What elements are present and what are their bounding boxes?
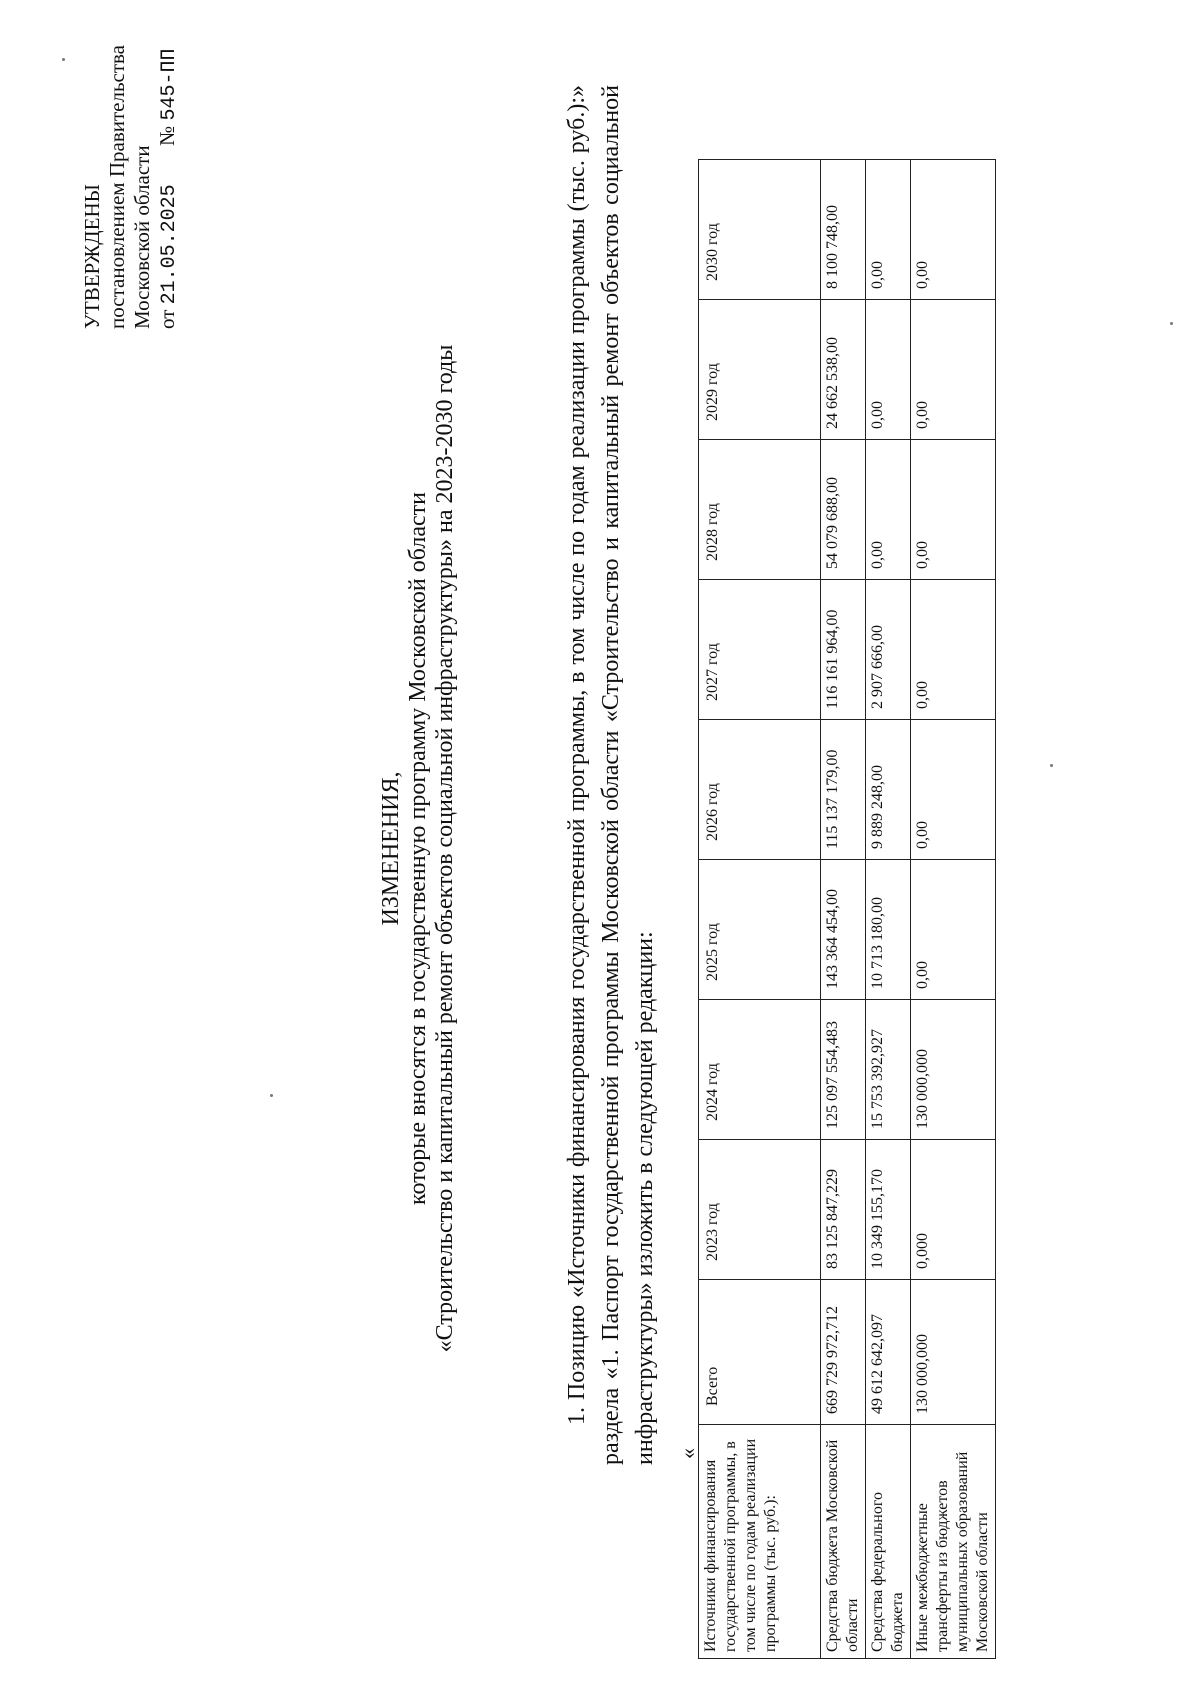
- table-cell: 54 079 688,00: [821, 440, 866, 580]
- table-header-cell: 2027 год: [699, 580, 821, 720]
- approval-number: 545-ПП: [158, 48, 181, 121]
- approval-date-line: [155, 9, 182, 329]
- table-cell: 130 000,000: [911, 1000, 996, 1140]
- table-cell: 83 125 847,229: [821, 1140, 866, 1280]
- table-row-label: Средства федерального бюджета: [866, 1425, 911, 1659]
- table-cell: 0,00: [866, 160, 911, 300]
- table-cell: 669 729 972,712: [821, 1280, 866, 1425]
- approval-heading: УТВЕРЖДЕНЫ: [80, 184, 104, 329]
- table-header-cell: 2030 год: [699, 160, 821, 300]
- table-header-cell: 2023 год: [699, 1140, 821, 1280]
- table-cell: 24 662 538,00: [821, 300, 866, 440]
- financing-table: [698, 159, 996, 1659]
- approval-date: 21.05.2025: [158, 184, 181, 305]
- table-cell: 0,00: [911, 860, 996, 1000]
- table-header-cell: 2029 год: [699, 300, 821, 440]
- scan-speck: [1170, 322, 1173, 325]
- approval-region: Московской области: [130, 145, 154, 329]
- table-cell: 0,00: [911, 160, 996, 300]
- table-row-label: Средства бюджета Московской области: [821, 1425, 866, 1659]
- table-cell: 49 612 642,097: [866, 1280, 911, 1425]
- table-header-cell: 2026 год: [699, 720, 821, 860]
- table-row: [866, 160, 911, 1659]
- table-cell: 2 907 666,00: [866, 580, 911, 720]
- table-cell: 15 753 392,927: [866, 1000, 911, 1140]
- date-prefix: от: [155, 309, 179, 329]
- table-cell: 8 100 748,00: [821, 160, 866, 300]
- approval-block: [80, 9, 182, 329]
- opening-quote: «: [675, 1448, 700, 1459]
- table-cell: 0,00: [911, 300, 996, 440]
- table-cell: 10 713 180,00: [866, 860, 911, 1000]
- table-cell: 115 137 179,00: [821, 720, 866, 860]
- table-cell: 9 889 248,00: [866, 720, 911, 860]
- scan-speck: [270, 1094, 273, 1097]
- table-header-cell: Всего: [699, 1280, 821, 1425]
- table-cell: 0,000: [911, 1140, 996, 1280]
- table-row-label: Иные межбюджетные трансферты из бюджетов муниципальных образований Московской области: [911, 1425, 996, 1659]
- table-cell: 116 161 964,00: [821, 580, 866, 720]
- table-cell: 10 349 155,170: [866, 1140, 911, 1280]
- table-cell: 0,00: [911, 440, 996, 580]
- table-header-cell: 2025 год: [699, 860, 821, 1000]
- table-cell: 125 097 554,483: [821, 1000, 866, 1140]
- table-header-cell: Источники финансирования государственной программы, в том числе по годам реализации программы (тыс. руб.):: [699, 1425, 821, 1659]
- scan-speck: [1050, 764, 1053, 767]
- table-cell: 0,00: [866, 440, 911, 580]
- table-row: [911, 160, 996, 1659]
- title-subheading: которые вносятся в государственную программу Московской области: [405, 492, 431, 1205]
- title-heading: ИЗМЕНЕНИЯ,: [378, 771, 404, 926]
- table-cell: 0,00: [911, 720, 996, 860]
- table-cell: 0,00: [911, 580, 996, 720]
- table-row: [821, 160, 866, 1659]
- title-program-name: «Строительство и капитальный ремонт объектов социальной инфраструктуры» на 2023-2030 годы: [432, 344, 458, 1353]
- approval-authority: постановлением Правительства: [105, 44, 129, 329]
- scan-speck: [62, 58, 65, 61]
- table-cell: 143 364 454,00: [821, 860, 866, 1000]
- amendment-paragraph: 1. Позицию «Источники финансирования государственной программы, в том числе по годам реализации программы (тыс. руб.):» раздела «1. Паспорт государственной программы Московской области «Строительство и капитальный ремонт объектов социальной инфраструктуры» изложить в следующей редакции:: [564, 85, 658, 1465]
- number-prefix: №: [155, 125, 179, 146]
- table-header-cell: 2028 год: [699, 440, 821, 580]
- document-title: [378, 0, 459, 1697]
- table-header-cell: 2024 год: [699, 1000, 821, 1140]
- table-cell: 130 000,000: [911, 1280, 996, 1425]
- table-cell: 0,00: [866, 300, 911, 440]
- table-header-row: [699, 160, 821, 1659]
